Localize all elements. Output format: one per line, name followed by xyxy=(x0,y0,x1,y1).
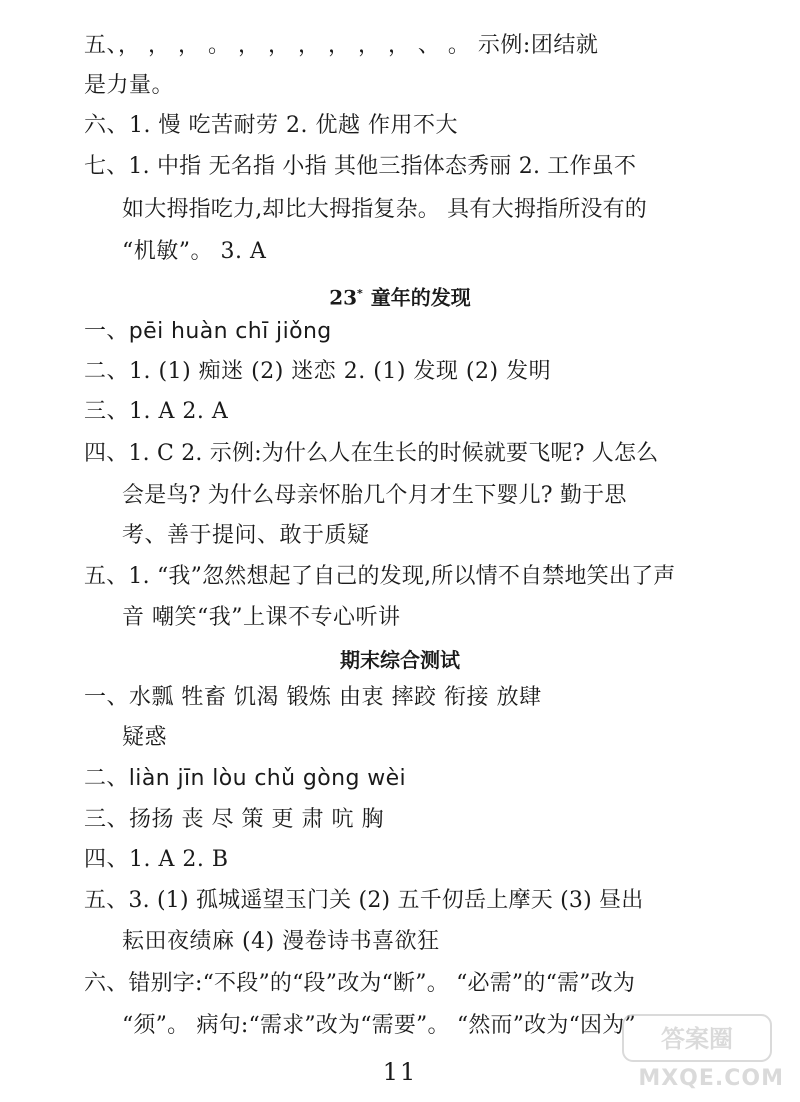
page-number: 11 xyxy=(382,1058,418,1086)
answer-line-23-4: 四、1. C 2. 示例:为什么人在生长的时候就要飞呢? 人怎么 xyxy=(84,441,659,466)
watermark xyxy=(610,1010,790,1100)
answer-line-23-5: 五、1. “我”忽然想起了自己的发现,所以情不自禁地笑出了声 xyxy=(84,564,676,589)
answer-line-final-1: 一、水瓢 牲畜 饥渴 锻炼 由衷 摔跤 衔接 放肆 xyxy=(84,685,542,710)
watermark-logo-icon xyxy=(622,1014,772,1062)
section-title: 童年的发现 xyxy=(370,285,471,310)
watermark-text: MXQE.COM xyxy=(638,1066,784,1091)
answer-line-6: 六、1. 慢 吃苦耐劳 2. 优越 作用不大 xyxy=(84,113,458,138)
watermark-logo-text: 答案圈 xyxy=(661,1025,733,1053)
answer-line-23-3: 三、1. A 2. A xyxy=(84,399,229,424)
answer-line-23-5-cont: 音 嘲笑“我”上课不专心听讲 xyxy=(122,605,401,630)
answer-line-5-cont: 是力量。 xyxy=(84,73,175,98)
answer-line-7-cont-1: 如大拇指吃力,却比大拇指复杂。 具有大拇指所没有的 xyxy=(122,197,647,222)
section-number: 23 xyxy=(329,285,358,310)
section-heading-23 xyxy=(0,280,800,312)
answer-line-final-2: 二、liàn jīn lòu chǔ gòng wèi xyxy=(84,766,407,791)
answer-line-23-4-cont-2: 考、善于提问、敢于质疑 xyxy=(122,523,370,548)
answer-line-7-cont-2: “机敏”。 3. A xyxy=(122,239,267,264)
answer-line-final-3: 三、扬扬 丧 尽 策 更 肃 吭 胸 xyxy=(84,807,384,832)
answer-line-final-4: 四、1. A 2. B xyxy=(84,847,229,872)
answer-line-final-1-cont: 疑惑 xyxy=(122,725,168,750)
answer-line-5-punctuation: 五、， ， ， 。 ， ， ， ， ， ， 、 。 示例:团结就 xyxy=(84,33,599,58)
answer-line-23-2: 二、1. (1) 痴迷 (2) 迷恋 2. (1) 发现 (2) 发明 xyxy=(84,359,552,384)
answer-line-23-1: 一、pēi huàn chī jiǒng xyxy=(84,319,332,344)
answer-line-23-4-cont-1: 会是鸟? 为什么母亲怀胎几个月才生下婴儿? 勤于思 xyxy=(122,483,627,508)
answer-line-7: 七、1. 中指 无名指 小指 其他三指体态秀丽 2. 工作虽不 xyxy=(84,154,637,179)
answer-line-final-6: 六、错别字:“不段”的“段”改为“断”。 “必需”的“需”改为 xyxy=(84,971,636,996)
section-heading-final-test: 期末综合测试 xyxy=(340,648,460,672)
answer-line-final-6-cont: “须”。 病句:“需求”改为“需要”。 “然而”改为“因为” xyxy=(122,1013,636,1038)
answer-line-final-5-cont: 耘田夜绩麻 (4) 漫卷诗书喜欲狂 xyxy=(122,929,440,954)
answer-line-final-5: 五、3. (1) 孤城遥望玉门关 (2) 五千仞岳上摩天 (3) 昼出 xyxy=(84,888,644,913)
section-star-mark: * xyxy=(357,287,363,300)
